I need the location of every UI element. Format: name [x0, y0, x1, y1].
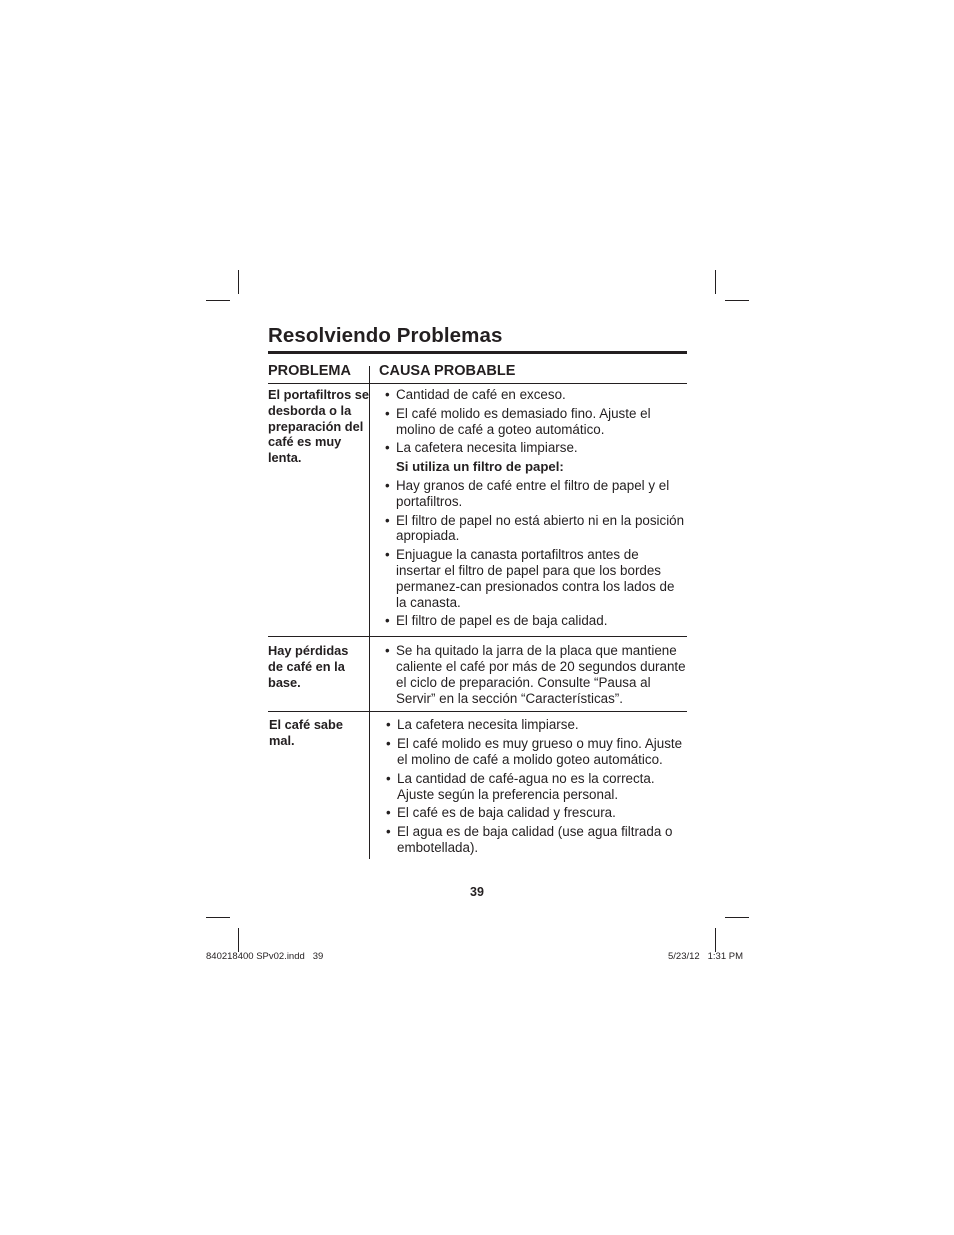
table-row: [268, 712, 687, 858]
list-item: • La cantidad de café-agua no es la correcta. Ajuste según la preferencia personal.: [384, 771, 687, 803]
col-header-cause: CAUSA PROBABLE: [379, 363, 516, 379]
crop-mark: [715, 928, 716, 952]
list-item: • Hay granos de café entre el filtro de papel y el portafiltros.: [383, 478, 687, 510]
list-item: • El filtro de papel no está abierto ni en la posición apropiada.: [383, 513, 687, 545]
list-item: • El agua es de baja calidad (use agua filtrada o embotellada).: [384, 824, 687, 856]
crop-mark: [715, 270, 716, 294]
page-number: 39: [470, 885, 484, 899]
troubleshooting-table: [268, 362, 687, 859]
list-item: • El café molido es demasiado fino. Ajuste el molino de café a goteo automático.: [383, 406, 687, 438]
list-item: • Se ha quitado la jarra de la placa que mantiene caliente el café por más de 20 segundos durante el ciclo de preparación. Consulte “Pausa al Servir” en la sección “Características”.: [383, 643, 687, 706]
crop-mark: [725, 300, 749, 301]
table-row: [268, 637, 687, 712]
list-item: • El café es de baja calidad y frescura.: [384, 805, 687, 821]
list-item: • Enjuague la canasta portafiltros antes de insertar el filtro de papel para que los bordes permanez-can presionados contra los lados de la canasta.: [383, 547, 687, 610]
problem-text: El portafiltros se desborda o la preparación del café es muy lenta.: [268, 387, 369, 466]
list-item: • La cafetera necesita limpiarse.: [383, 440, 687, 456]
title-rule: [268, 351, 687, 354]
slug-timestamp: 5/23/12 1:31 PM: [668, 951, 743, 962]
problem-text: Hay pérdidas de café en la base.: [268, 643, 349, 690]
column-divider: [369, 384, 370, 636]
cause-subheading: Si utiliza un filtro de papel:: [396, 459, 564, 475]
col-header-problem: PROBLEMA: [268, 363, 351, 379]
cause-list: [373, 387, 687, 632]
list-item: • La cafetera necesita limpiarse.: [384, 717, 687, 733]
crop-mark: [238, 928, 239, 952]
column-divider: [369, 637, 370, 711]
column-divider: [369, 366, 370, 383]
cause-list: [373, 643, 687, 709]
crop-mark: [206, 300, 230, 301]
column-divider: [369, 712, 370, 858]
cause-list: [373, 717, 687, 858]
problem-text: El café sabe mal.: [269, 717, 343, 749]
page-title: Resolviendo Problemas: [268, 324, 503, 347]
crop-mark: [238, 270, 239, 294]
list-item: • Cantidad de café en exceso.: [383, 387, 687, 403]
table-header: [268, 362, 687, 384]
slug-filename: 840218400 SPv02.indd 39: [206, 951, 324, 962]
list-item: • El filtro de papel es de baja calidad.: [383, 613, 687, 629]
crop-mark: [206, 917, 230, 918]
table-row: [268, 384, 687, 637]
crop-mark: [725, 917, 749, 918]
list-item: • El café molido es muy grueso o muy fino. Ajuste el molino de café a molido goteo automático.: [384, 736, 687, 768]
